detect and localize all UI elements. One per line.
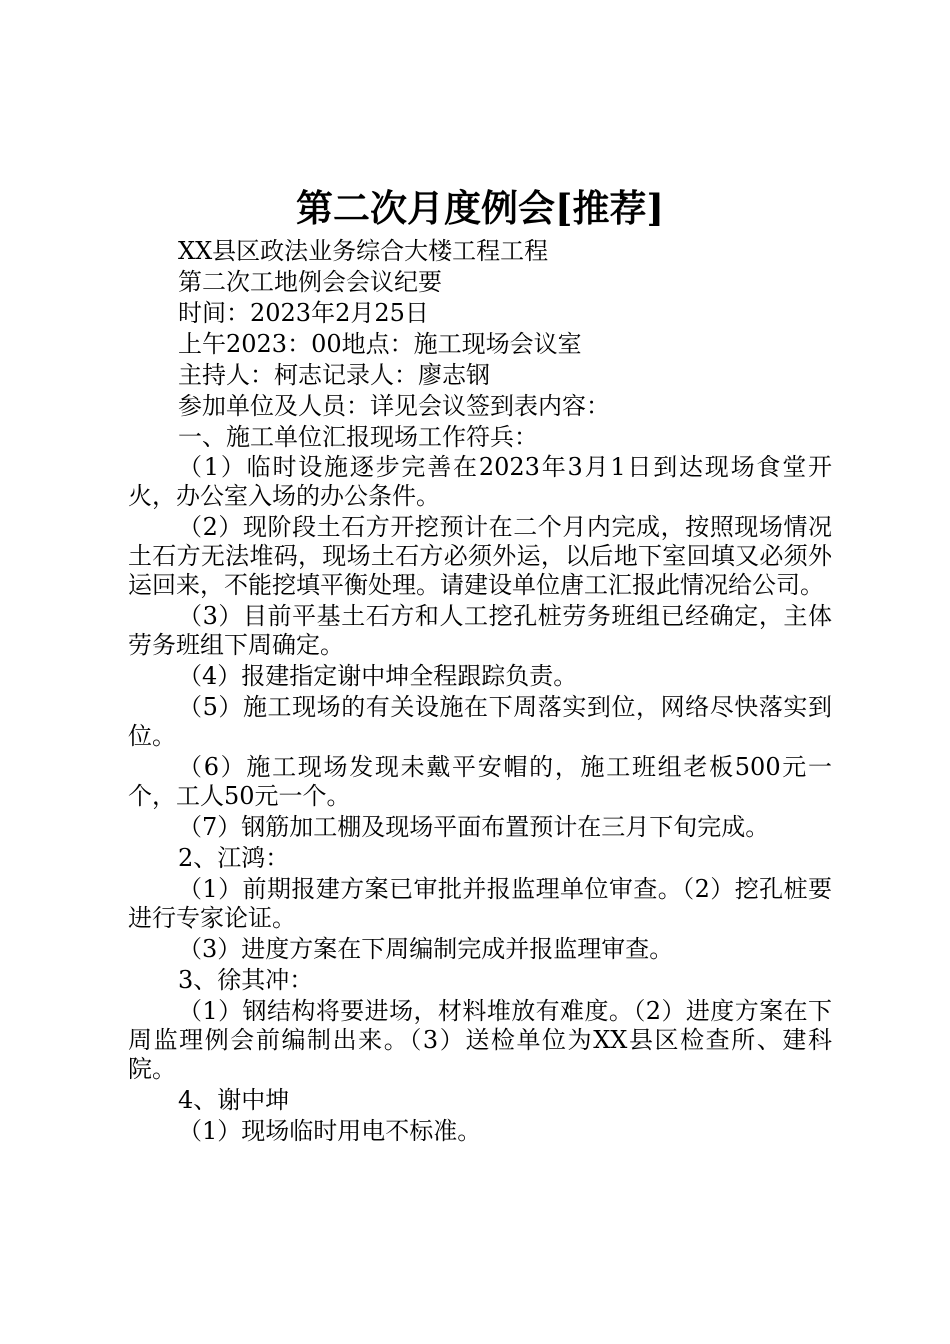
attendees-line: 参加单位及人员：详见会议签到表内容： xyxy=(178,392,610,420)
section3-item: （1）钢结构将要进场，材料堆放有难度。（2）进度方案在下周监理例会前编制出来。（3）送检单位为XX县区检查所、建科院。 xyxy=(128,997,832,1083)
meeting-time-location-line: 上午2023：00地点：施工现场会议室 xyxy=(178,330,582,358)
section1-item: （5）施工现场的有关设施在下周落实到位，网络尽快落实到位。 xyxy=(128,693,832,750)
section1-item: （3）目前平基土石方和人工挖孔桩劳务班组已经确定，主体劳务班组下周确定。 xyxy=(128,602,832,659)
section1-item: （6）施工现场发现未戴平安帽的，施工班组老板500元一个，工人50元一个。 xyxy=(128,753,832,810)
section1-item: （4）报建指定谢中坤全程跟踪负责。 xyxy=(178,662,578,690)
minutes-title-line: 第二次工地例会会议纪要 xyxy=(178,268,442,296)
section2-item: （3）进度方案在下周编制完成并报监理审查。 xyxy=(178,935,674,963)
document-title: 第二次月度例会[推荐] xyxy=(295,186,664,230)
section2-item: （1）前期报建方案已审批并报监理单位审查。（2）挖孔桩要进行专家论证。 xyxy=(128,875,832,932)
section1-item: （7）钢筋加工棚及现场平面布置预计在三月下旬完成。 xyxy=(178,813,770,841)
section1-item: （2）现阶段土石方开挖预计在二个月内完成，按照现场情况土石方无法堆码，现场土石方必须外运，以后地下室回填又必须外运回来，不能挖填平衡处理。请建设单位唐工汇报此情况给公司。 xyxy=(128,513,832,599)
section1-heading: 一、施工单位汇报现场工作符兵： xyxy=(178,423,538,451)
host-recorder-line: 主持人：柯志记录人：廖志钢 xyxy=(178,361,490,389)
section3-heading: 3、徐其冲： xyxy=(178,966,314,994)
section4-item: （1）现场临时用电不标准。 xyxy=(178,1117,482,1145)
section4-heading: 4、谢中坤 xyxy=(178,1086,290,1114)
section1-item: （1）临时设施逐步完善在2023年3月1日到达现场食堂开火，办公室入场的办公条件。 xyxy=(128,453,832,510)
document-page xyxy=(128,186,832,1148)
project-name-line: XX县区政法业务综合大楼工程工程 xyxy=(178,237,549,265)
meeting-date-line: 时间：2023年2月25日 xyxy=(178,299,429,327)
section2-heading: 2、江鸿： xyxy=(178,844,290,872)
